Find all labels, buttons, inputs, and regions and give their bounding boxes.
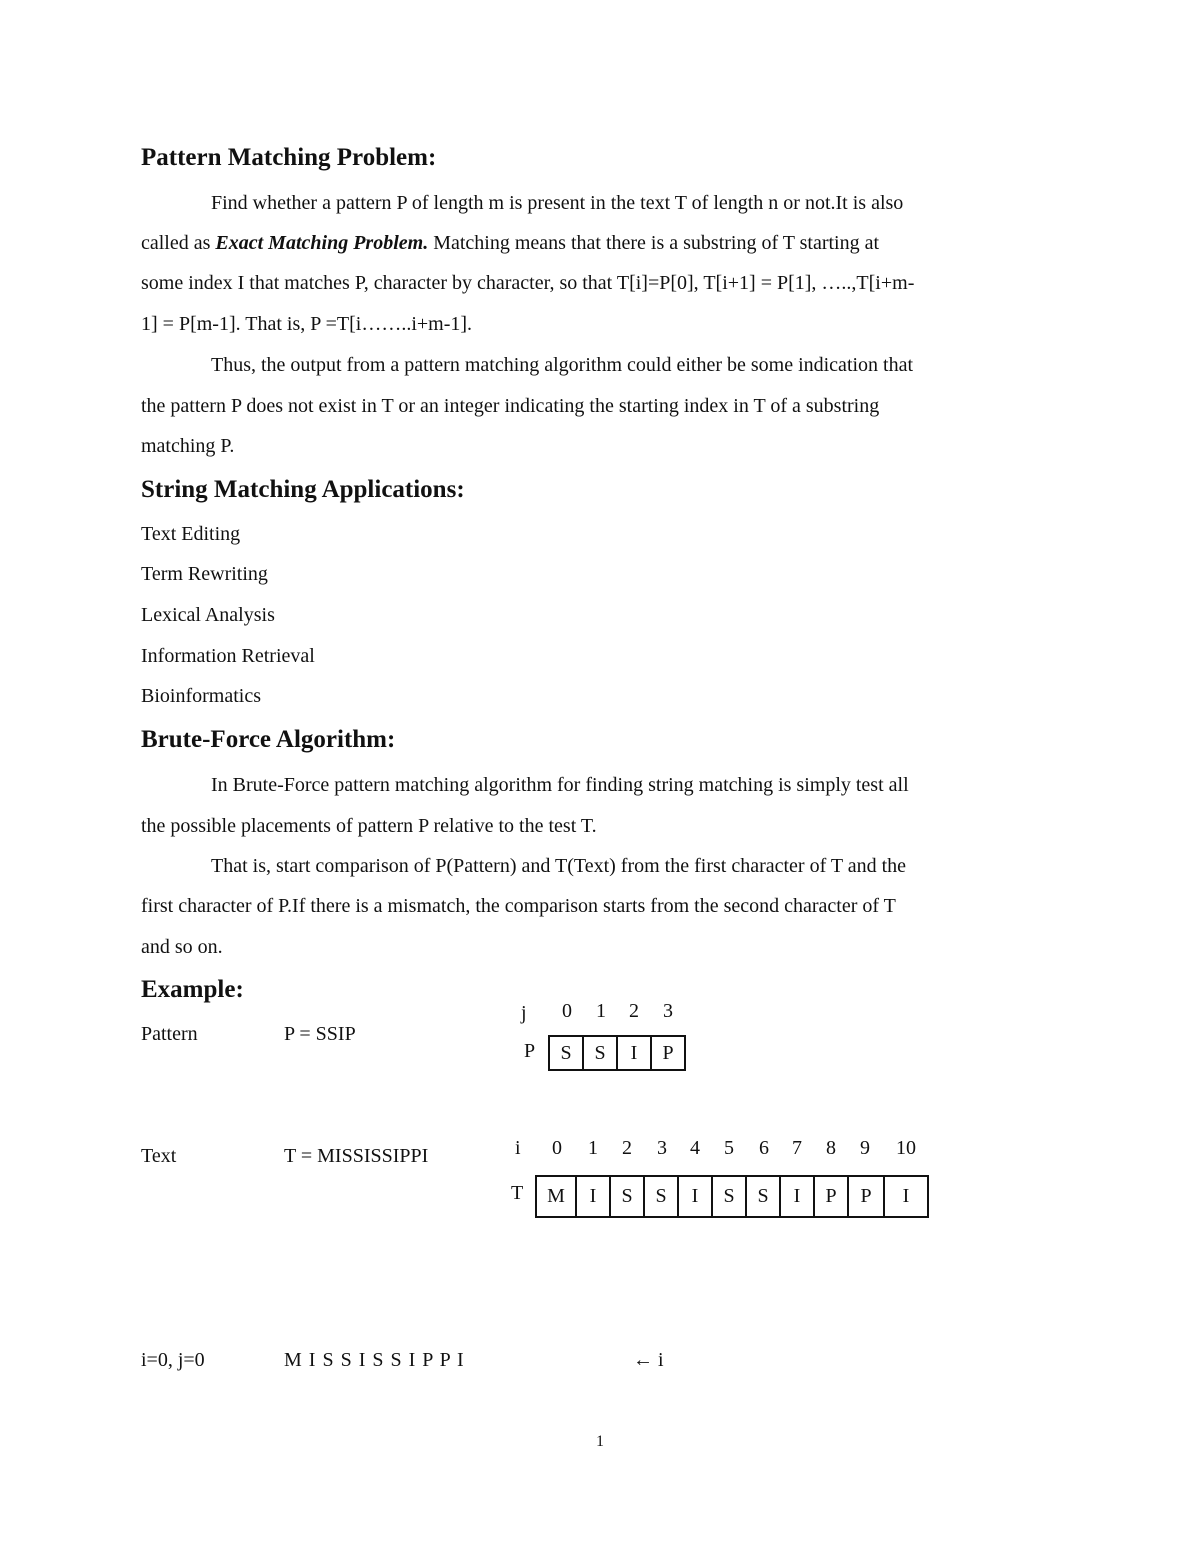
text-cell-char: S <box>723 1185 735 1207</box>
paragraph-line: matching P. <box>141 435 235 457</box>
text-cell-char: P <box>825 1185 837 1207</box>
list-item: Bioinformatics <box>141 685 261 707</box>
text-index: 7 <box>792 1137 802 1159</box>
step-text: M I S S I S S I P P I <box>284 1349 464 1371</box>
text-index: 3 <box>657 1137 667 1159</box>
text-run: called as <box>141 232 216 254</box>
text-cell-char: I <box>691 1185 699 1207</box>
paragraph-line: Find whether a pattern P of length m is present in the text T of length n or not.It is also <box>211 192 904 214</box>
pattern-cell-char: S <box>560 1042 572 1064</box>
paragraph-line: That is, start comparison of P(Pattern) and T(Text) from the first character of T and the <box>211 855 907 877</box>
text-index: 1 <box>588 1137 598 1159</box>
pattern-label: Pattern <box>141 1023 198 1045</box>
text-cell <box>575 1175 611 1218</box>
list-item: Information Retrieval <box>141 645 315 667</box>
text-cell <box>745 1175 781 1218</box>
text-cell <box>883 1175 929 1218</box>
paragraph-line: In Brute-Force pattern matching algorithm for finding string matching is simply test all <box>211 774 909 796</box>
list-item: Term Rewriting <box>141 563 268 585</box>
page-number: 1 <box>596 1433 604 1450</box>
text-index: 10 <box>896 1137 916 1159</box>
paragraph-line: some index I that matches P, character by character, so that T[i]=P[0], T[i+1] = P[1], …..,T[i+m- <box>141 272 915 294</box>
pattern-cell <box>650 1035 686 1071</box>
pattern-cell-char: I <box>630 1042 638 1064</box>
text-cell-char: I <box>902 1185 910 1207</box>
paragraph-line: 1] = P[m-1]. That is, P =T[i……..i+m-1]. <box>141 313 473 335</box>
pattern-index: 1 <box>596 1000 606 1022</box>
paragraph-line: first character of P.If there is a mismatch, the comparison starts from the second character of T <box>141 895 896 917</box>
heading-applications: String Matching Applications: <box>141 476 465 503</box>
pattern-index: 2 <box>629 1000 639 1022</box>
text-cell <box>643 1175 679 1218</box>
text-cell <box>677 1175 713 1218</box>
pattern-index: 3 <box>663 1000 673 1022</box>
pattern-index: 0 <box>562 1000 572 1022</box>
text-cell-char: S <box>655 1185 667 1207</box>
list-item: Text Editing <box>141 523 241 545</box>
paragraph-line: Thus, the output from a pattern matching algorithm could either be some indication that <box>211 354 914 376</box>
pattern-cell-char: P <box>662 1042 674 1064</box>
heading-brute-force: Brute-Force Algorithm: <box>141 726 396 753</box>
pattern-cell <box>616 1035 652 1071</box>
text-cell <box>847 1175 885 1218</box>
heading-example: Example: <box>141 976 244 1003</box>
emphasis-term: Exact Matching Problem. <box>215 232 429 254</box>
text-index: 8 <box>826 1137 836 1159</box>
text-cell-char: I <box>793 1185 801 1207</box>
text-cell-char: I <box>589 1185 597 1207</box>
text-cell-char: M <box>547 1185 565 1207</box>
step-label: i=0, j=0 <box>141 1349 205 1371</box>
paragraph-line: the pattern P does not exist in T or an integer indicating the starting index in T of a substring <box>141 395 880 417</box>
text-cell <box>535 1175 577 1218</box>
text-cell-char: S <box>757 1185 769 1207</box>
paragraph-line: the possible placements of pattern P relative to the test T. <box>141 815 597 837</box>
text-index: 6 <box>759 1137 769 1159</box>
text-index: 0 <box>552 1137 562 1159</box>
text-value: T = MISSISSIPPI <box>284 1145 429 1167</box>
pattern-index-label: j <box>521 1002 527 1024</box>
text-index-label: i <box>515 1137 521 1159</box>
text-row-label: T <box>511 1182 524 1204</box>
paragraph-line: and so on. <box>141 936 223 958</box>
text-index: 9 <box>860 1137 870 1159</box>
pattern-value: P = SSIP <box>284 1023 356 1045</box>
pattern-cell <box>548 1035 584 1071</box>
pattern-cell <box>582 1035 618 1071</box>
text-run: Matching means that there is a substring of T starting at <box>428 232 880 254</box>
heading-pattern-matching: Pattern Matching Problem: <box>141 144 437 171</box>
text-cell-char: P <box>860 1185 872 1207</box>
pattern-row-label: P <box>524 1040 536 1062</box>
text-index: 4 <box>690 1137 700 1159</box>
text-cell-char: S <box>621 1185 633 1207</box>
pattern-cell-char: S <box>594 1042 606 1064</box>
paragraph-line <box>141 232 879 255</box>
text-label: Text <box>141 1145 177 1167</box>
step-arrow: ← i <box>633 1349 664 1371</box>
list-item: Lexical Analysis <box>141 604 275 626</box>
text-index: 2 <box>622 1137 632 1159</box>
text-cell <box>609 1175 645 1218</box>
text-cell <box>813 1175 849 1218</box>
text-cell <box>711 1175 747 1218</box>
text-index: 5 <box>724 1137 734 1159</box>
text-cell <box>779 1175 815 1218</box>
